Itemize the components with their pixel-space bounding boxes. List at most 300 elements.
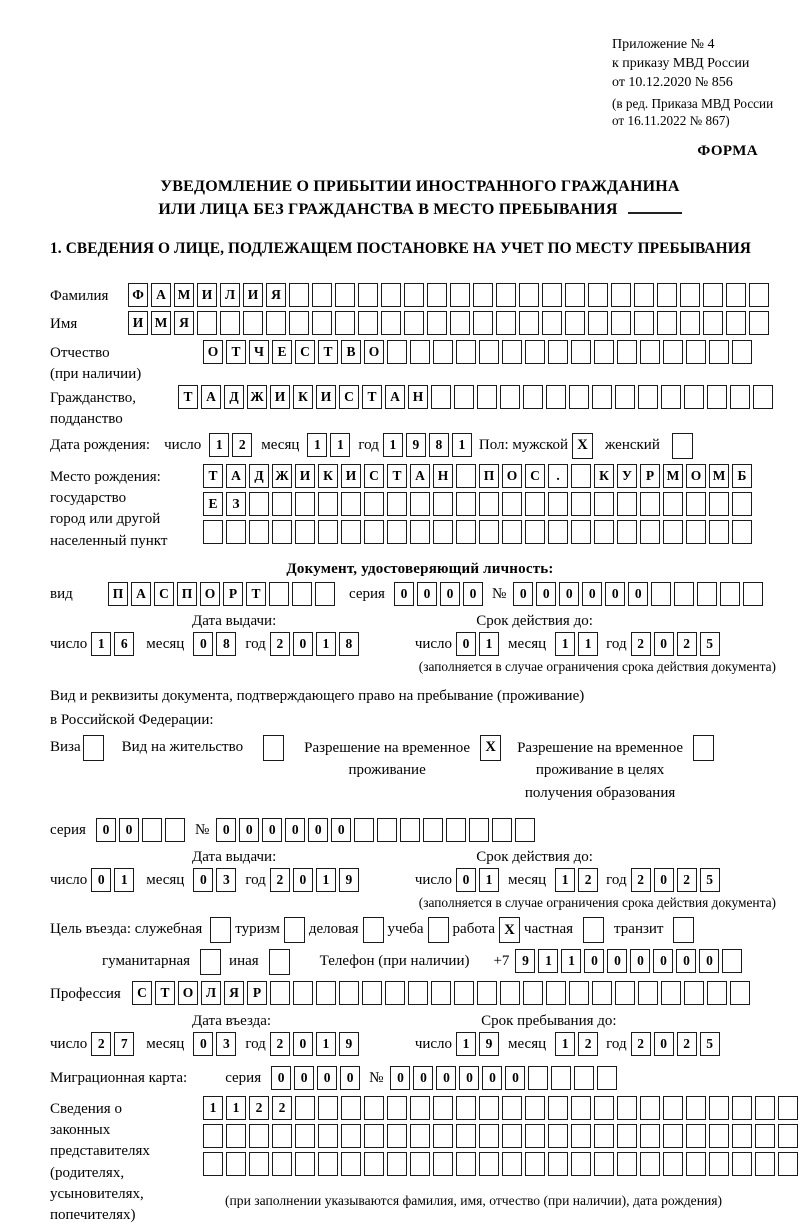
char-cell[interactable]: 1 [226,1096,246,1120]
char-cell[interactable]: 2 [677,868,697,892]
char-cell[interactable] [226,520,246,544]
char-cell[interactable] [528,1066,548,1090]
char-cell[interactable]: 0 [331,818,351,842]
char-cell[interactable]: А [410,464,430,488]
char-cell[interactable] [249,1124,269,1148]
char-cell[interactable]: 2 [249,1096,269,1120]
char-cell[interactable]: М [663,464,683,488]
char-cell[interactable] [709,1124,729,1148]
char-cell[interactable] [456,1124,476,1148]
char-cell[interactable]: 2 [677,632,697,656]
char-cell[interactable] [732,492,752,516]
char-cell[interactable]: 8 [339,632,359,656]
char-cell[interactable]: 0 [394,582,414,606]
char-cell[interactable]: 2 [272,1096,292,1120]
char-cell[interactable] [548,520,568,544]
char-cell[interactable] [588,311,608,335]
char-cell[interactable] [502,1124,522,1148]
char-cell[interactable] [295,1096,315,1120]
char-cell[interactable]: С [132,981,152,1005]
char-cell[interactable] [638,981,658,1005]
purpose-business-checkbox[interactable] [363,917,384,943]
char-cell[interactable] [431,385,451,409]
char-cell[interactable]: 1 [203,1096,223,1120]
char-cell[interactable] [592,981,612,1005]
char-cell[interactable] [450,311,470,335]
char-cell[interactable] [663,1124,683,1148]
char-cell[interactable]: В [341,340,361,364]
char-cell[interactable]: У [617,464,637,488]
char-cell[interactable]: О [200,582,220,606]
char-cell[interactable] [732,1096,752,1120]
char-cell[interactable] [686,1152,706,1176]
char-cell[interactable] [408,981,428,1005]
char-cell[interactable] [469,818,489,842]
char-cell[interactable] [749,283,769,307]
char-cell[interactable] [525,1152,545,1176]
char-cell[interactable]: О [178,981,198,1005]
temp-residence-edu-checkbox[interactable] [693,735,714,761]
char-cell[interactable]: 5 [700,632,720,656]
char-cell[interactable] [433,1124,453,1148]
char-cell[interactable] [341,520,361,544]
char-cell[interactable] [519,311,539,335]
char-cell[interactable] [479,520,499,544]
char-cell[interactable]: 0 [413,1066,433,1090]
char-cell[interactable] [611,311,631,335]
char-cell[interactable] [456,1152,476,1176]
char-cell[interactable] [684,981,704,1005]
char-cell[interactable]: 1 [316,868,336,892]
char-cell[interactable] [571,340,591,364]
char-cell[interactable] [571,492,591,516]
char-cell[interactable] [293,981,313,1005]
char-cell[interactable] [479,1152,499,1176]
char-cell[interactable]: 1 [209,433,229,457]
char-cell[interactable]: Д [249,464,269,488]
char-cell[interactable] [316,981,336,1005]
char-cell[interactable] [404,283,424,307]
char-cell[interactable] [364,1124,384,1148]
char-cell[interactable]: 0 [262,818,282,842]
char-cell[interactable] [295,1124,315,1148]
char-cell[interactable]: 0 [239,818,259,842]
char-cell[interactable] [680,283,700,307]
char-cell[interactable]: 1 [561,949,581,973]
char-cell[interactable] [686,1096,706,1120]
purpose-work-checkbox[interactable]: X [499,917,520,943]
char-cell[interactable] [638,385,658,409]
char-cell[interactable]: П [177,582,197,606]
char-cell[interactable] [387,1124,407,1148]
char-cell[interactable] [502,520,522,544]
char-cell[interactable]: 8 [216,632,236,656]
char-cell[interactable] [410,1096,430,1120]
char-cell[interactable] [377,818,397,842]
char-cell[interactable] [749,311,769,335]
char-cell[interactable] [272,1152,292,1176]
char-cell[interactable] [617,1152,637,1176]
char-cell[interactable]: 9 [406,433,426,457]
char-cell[interactable] [753,385,773,409]
char-cell[interactable]: Б [732,464,752,488]
char-cell[interactable] [778,1096,798,1120]
char-cell[interactable]: 2 [270,632,290,656]
char-cell[interactable] [571,1096,591,1120]
char-cell[interactable]: 0 [536,582,556,606]
char-cell[interactable]: 0 [285,818,305,842]
char-cell[interactable]: 1 [538,949,558,973]
char-cell[interactable] [502,1096,522,1120]
purpose-private-checkbox[interactable] [583,917,604,943]
char-cell[interactable] [456,492,476,516]
char-cell[interactable]: Я [224,981,244,1005]
char-cell[interactable]: П [479,464,499,488]
char-cell[interactable] [295,520,315,544]
char-cell[interactable] [640,340,660,364]
char-cell[interactable]: 7 [114,1032,134,1056]
char-cell[interactable] [732,1124,752,1148]
char-cell[interactable]: М [174,283,194,307]
char-cell[interactable]: А [226,464,246,488]
char-cell[interactable] [571,1124,591,1148]
char-cell[interactable]: А [151,283,171,307]
char-cell[interactable] [548,1096,568,1120]
char-cell[interactable]: С [295,340,315,364]
char-cell[interactable] [546,385,566,409]
char-cell[interactable]: 0 [699,949,719,973]
char-cell[interactable] [574,1066,594,1090]
char-cell[interactable] [410,340,430,364]
char-cell[interactable] [197,311,217,335]
char-cell[interactable] [364,520,384,544]
char-cell[interactable] [454,385,474,409]
char-cell[interactable]: 0 [513,582,533,606]
char-cell[interactable]: К [293,385,313,409]
char-cell[interactable] [358,311,378,335]
char-cell[interactable] [697,582,717,606]
char-cell[interactable]: Ж [247,385,267,409]
char-cell[interactable]: Р [223,582,243,606]
char-cell[interactable] [594,1124,614,1148]
char-cell[interactable] [709,520,729,544]
char-cell[interactable]: 0 [293,868,313,892]
char-cell[interactable]: 1 [91,632,111,656]
char-cell[interactable] [743,582,763,606]
char-cell[interactable] [358,283,378,307]
char-cell[interactable] [431,981,451,1005]
char-cell[interactable] [203,520,223,544]
char-cell[interactable]: Р [247,981,267,1005]
char-cell[interactable] [726,283,746,307]
char-cell[interactable]: 2 [232,433,252,457]
char-cell[interactable]: 2 [270,1032,290,1056]
char-cell[interactable] [546,981,566,1005]
char-cell[interactable] [548,492,568,516]
char-cell[interactable]: Т [246,582,266,606]
char-cell[interactable]: 1 [383,433,403,457]
char-cell[interactable] [525,1096,545,1120]
char-cell[interactable] [500,981,520,1005]
char-cell[interactable] [592,385,612,409]
char-cell[interactable] [565,283,585,307]
char-cell[interactable] [364,1152,384,1176]
char-cell[interactable] [680,311,700,335]
char-cell[interactable] [312,311,332,335]
char-cell[interactable]: Т [362,385,382,409]
purpose-other-checkbox[interactable] [269,949,290,975]
char-cell[interactable]: 0 [440,582,460,606]
char-cell[interactable]: С [154,582,174,606]
char-cell[interactable] [272,1124,292,1148]
char-cell[interactable] [341,1124,361,1148]
sex-male-checkbox[interactable]: X [572,433,593,459]
char-cell[interactable] [404,311,424,335]
char-cell[interactable]: 1 [307,433,327,457]
char-cell[interactable]: 0 [482,1066,502,1090]
char-cell[interactable] [640,1096,660,1120]
char-cell[interactable] [565,311,585,335]
char-cell[interactable] [433,492,453,516]
char-cell[interactable] [634,283,654,307]
char-cell[interactable] [341,492,361,516]
char-cell[interactable]: Я [266,283,286,307]
char-cell[interactable]: О [502,464,522,488]
char-cell[interactable]: 0 [417,582,437,606]
char-cell[interactable] [755,1152,775,1176]
char-cell[interactable] [525,340,545,364]
char-cell[interactable]: 9 [339,1032,359,1056]
char-cell[interactable] [594,1152,614,1176]
char-cell[interactable]: Е [272,340,292,364]
char-cell[interactable] [387,492,407,516]
char-cell[interactable] [456,1096,476,1120]
char-cell[interactable] [515,818,535,842]
char-cell[interactable]: 1 [452,433,472,457]
char-cell[interactable] [657,283,677,307]
char-cell[interactable] [165,818,185,842]
char-cell[interactable] [339,981,359,1005]
char-cell[interactable]: Р [640,464,660,488]
char-cell[interactable] [542,311,562,335]
char-cell[interactable] [427,311,447,335]
char-cell[interactable] [387,1096,407,1120]
char-cell[interactable] [755,1124,775,1148]
char-cell[interactable]: 0 [216,818,236,842]
char-cell[interactable]: И [243,283,263,307]
char-cell[interactable]: Д [224,385,244,409]
char-cell[interactable]: И [128,311,148,335]
char-cell[interactable] [203,1152,223,1176]
char-cell[interactable]: Т [387,464,407,488]
char-cell[interactable]: 1 [479,632,499,656]
char-cell[interactable]: Л [220,283,240,307]
temp-residence-checkbox[interactable]: X [480,735,501,761]
char-cell[interactable]: К [594,464,614,488]
char-cell[interactable] [410,492,430,516]
char-cell[interactable] [454,981,474,1005]
char-cell[interactable] [778,1152,798,1176]
char-cell[interactable] [686,520,706,544]
char-cell[interactable] [450,283,470,307]
purpose-transit-checkbox[interactable] [673,917,694,943]
char-cell[interactable] [423,818,443,842]
char-cell[interactable] [732,520,752,544]
char-cell[interactable]: 0 [340,1066,360,1090]
char-cell[interactable] [479,1096,499,1120]
purpose-official-checkbox[interactable] [210,917,231,943]
char-cell[interactable] [354,818,374,842]
char-cell[interactable]: 0 [317,1066,337,1090]
char-cell[interactable]: 0 [653,949,673,973]
char-cell[interactable] [634,311,654,335]
char-cell[interactable] [502,340,522,364]
char-cell[interactable] [661,981,681,1005]
char-cell[interactable]: 0 [605,582,625,606]
char-cell[interactable] [703,283,723,307]
char-cell[interactable] [362,981,382,1005]
char-cell[interactable] [548,1124,568,1148]
char-cell[interactable]: 0 [271,1066,291,1090]
char-cell[interactable]: 2 [631,1032,651,1056]
char-cell[interactable]: 1 [555,868,575,892]
char-cell[interactable] [477,385,497,409]
char-cell[interactable] [433,1096,453,1120]
char-cell[interactable]: 0 [193,1032,213,1056]
char-cell[interactable] [709,492,729,516]
char-cell[interactable] [456,340,476,364]
char-cell[interactable] [722,949,742,973]
char-cell[interactable] [732,1152,752,1176]
char-cell[interactable] [569,981,589,1005]
char-cell[interactable]: 3 [216,1032,236,1056]
char-cell[interactable] [661,385,681,409]
char-cell[interactable] [385,981,405,1005]
char-cell[interactable] [542,283,562,307]
char-cell[interactable]: С [364,464,384,488]
char-cell[interactable] [726,311,746,335]
char-cell[interactable]: 0 [463,582,483,606]
char-cell[interactable]: 0 [293,632,313,656]
char-cell[interactable] [778,1124,798,1148]
char-cell[interactable]: 0 [584,949,604,973]
char-cell[interactable] [433,520,453,544]
char-cell[interactable] [249,1152,269,1176]
char-cell[interactable]: 0 [390,1066,410,1090]
char-cell[interactable]: П [108,582,128,606]
char-cell[interactable]: М [709,464,729,488]
char-cell[interactable] [433,340,453,364]
purpose-tourism-checkbox[interactable] [284,917,305,943]
char-cell[interactable] [615,385,635,409]
char-cell[interactable] [266,311,286,335]
char-cell[interactable] [720,582,740,606]
char-cell[interactable]: 0 [630,949,650,973]
char-cell[interactable]: 0 [294,1066,314,1090]
char-cell[interactable] [410,1124,430,1148]
char-cell[interactable] [295,1152,315,1176]
char-cell[interactable] [588,283,608,307]
char-cell[interactable]: Ф [128,283,148,307]
char-cell[interactable] [686,1124,706,1148]
char-cell[interactable] [730,981,750,1005]
visa-checkbox[interactable] [83,735,104,761]
char-cell[interactable] [617,1124,637,1148]
char-cell[interactable] [473,283,493,307]
char-cell[interactable]: 2 [578,1032,598,1056]
char-cell[interactable] [707,385,727,409]
char-cell[interactable] [473,311,493,335]
char-cell[interactable]: 1 [555,1032,575,1056]
char-cell[interactable]: 0 [582,582,602,606]
char-cell[interactable] [341,1096,361,1120]
char-cell[interactable]: Т [155,981,175,1005]
char-cell[interactable] [318,492,338,516]
char-cell[interactable] [492,818,512,842]
char-cell[interactable] [341,1152,361,1176]
char-cell[interactable]: 0 [456,632,476,656]
char-cell[interactable]: М [151,311,171,335]
char-cell[interactable]: 9 [339,868,359,892]
char-cell[interactable]: 0 [308,818,328,842]
char-cell[interactable] [479,340,499,364]
char-cell[interactable]: 1 [316,632,336,656]
char-cell[interactable]: 0 [676,949,696,973]
char-cell[interactable] [663,492,683,516]
char-cell[interactable] [318,1152,338,1176]
char-cell[interactable]: 3 [216,868,236,892]
char-cell[interactable] [272,520,292,544]
char-cell[interactable] [318,520,338,544]
char-cell[interactable] [427,283,447,307]
char-cell[interactable]: 1 [578,632,598,656]
char-cell[interactable]: С [339,385,359,409]
char-cell[interactable]: 0 [193,632,213,656]
char-cell[interactable] [364,1096,384,1120]
char-cell[interactable]: 0 [91,868,111,892]
char-cell[interactable] [525,520,545,544]
char-cell[interactable] [318,1124,338,1148]
char-cell[interactable] [640,520,660,544]
char-cell[interactable]: О [686,464,706,488]
char-cell[interactable]: 1 [316,1032,336,1056]
char-cell[interactable] [640,1124,660,1148]
char-cell[interactable] [387,1152,407,1176]
char-cell[interactable]: 0 [96,818,116,842]
char-cell[interactable]: 0 [654,1032,674,1056]
char-cell[interactable]: 2 [631,868,651,892]
char-cell[interactable]: О [364,340,384,364]
char-cell[interactable] [289,311,309,335]
char-cell[interactable]: Т [178,385,198,409]
char-cell[interactable]: Л [201,981,221,1005]
char-cell[interactable]: 0 [654,632,674,656]
char-cell[interactable] [686,340,706,364]
char-cell[interactable] [755,1096,775,1120]
char-cell[interactable]: Я [174,311,194,335]
char-cell[interactable] [502,492,522,516]
char-cell[interactable] [709,1152,729,1176]
char-cell[interactable] [226,1124,246,1148]
char-cell[interactable] [709,1096,729,1120]
char-cell[interactable] [433,1152,453,1176]
char-cell[interactable] [707,981,727,1005]
char-cell[interactable]: 6 [114,632,134,656]
char-cell[interactable] [663,1152,683,1176]
char-cell[interactable] [381,311,401,335]
char-cell[interactable] [597,1066,617,1090]
char-cell[interactable]: 2 [631,632,651,656]
